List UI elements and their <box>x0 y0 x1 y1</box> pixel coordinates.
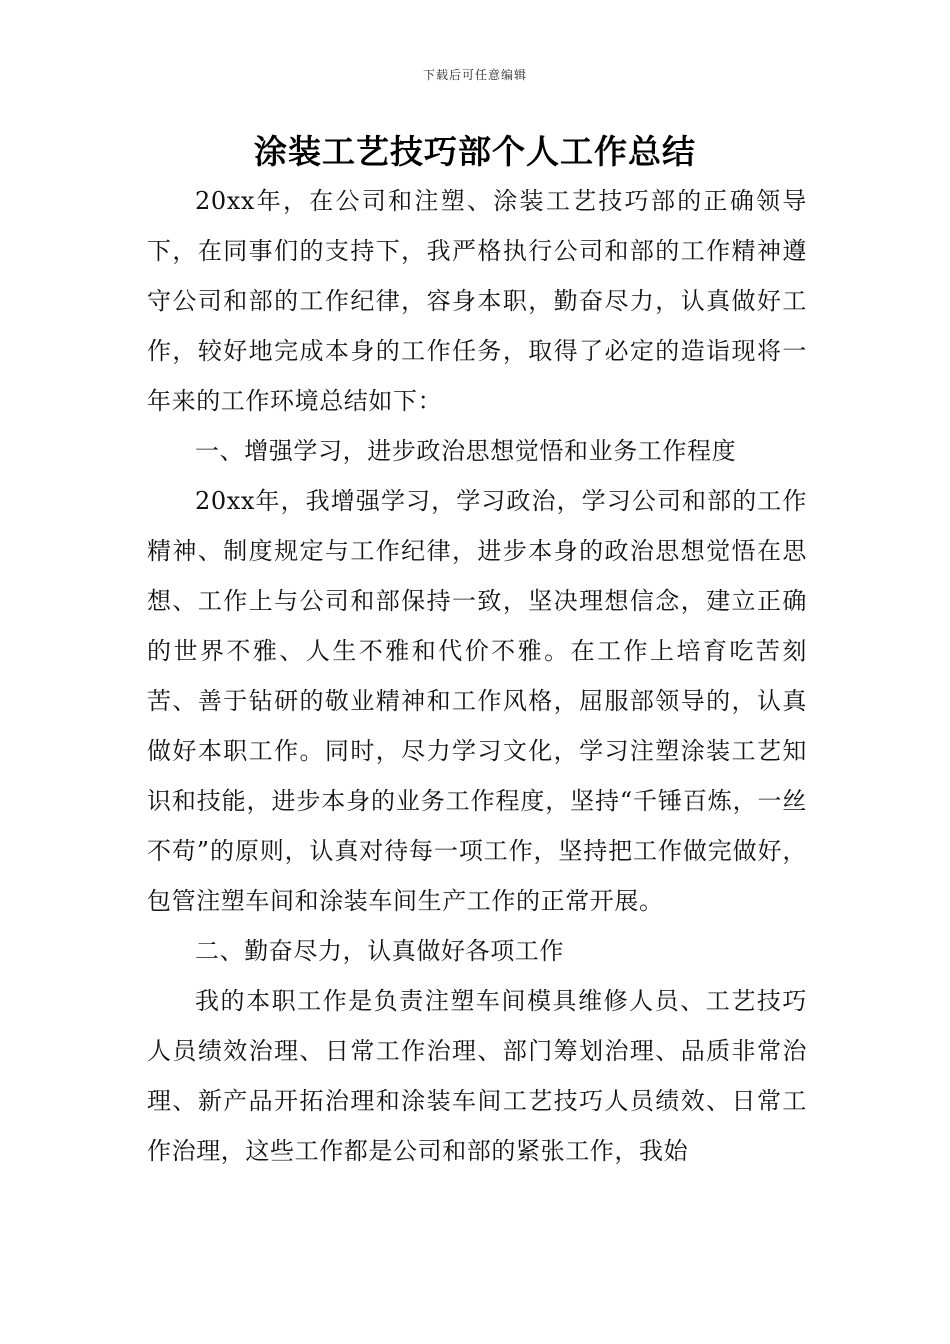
section-heading-1: 一、增强学习，进步政治思想觉悟和业务工作程度 <box>195 437 737 465</box>
section-1-paragraph: 20xx年，我增强学习，学习政治，学习公司和部的工作精神、制度规定与工作纪律，进步本身的政治思想觉悟在思想、工作上与公司和部保持一致，坚决理想信念，建立正确的世界不雅、人生不雅和代价不雅。在工作上培育吃苦刻苦、善于钻研的敬业精神和工作风格，屈服部领导的，认真做好本职工作。同时，尽力学习文化，学习注塑涂装工艺知识和技能，进步本身的业务工作程度，坚持“千锤百炼，一丝不苟”的原则，认真对待每一项工作，坚持把工作做完做好，包管注塑车间和涂装车间生产工作的正常开展。 <box>147 487 807 915</box>
header-note: 下载后可任意编辑 <box>422 68 527 82</box>
section-2-paragraph: 我的本职工作是负责注塑车间模具维修人员、工艺技巧人员绩效治理、日常工作治理、部门筹划治理、品质非常治理、新产品开拓治理和涂装车间工艺技巧人员绩效、日常工作治理，这些工作都是公司和部的紧张工作，我始 <box>147 987 807 1165</box>
document-body <box>147 176 807 1176</box>
intro-paragraph: 20xx年，在公司和注塑、涂装工艺技巧部的正确领导下，在同事们的支持下，我严格执行公司和部的工作精神遵守公司和部的工作纪律，容身本职，勤奋尽力，认真做好工作，较好地完成本身的工作任务，取得了必定的造诣现将一年来的工作环境总结如下： <box>147 187 807 415</box>
section-heading-2: 二、勤奋尽力，认真做好各项工作 <box>195 937 564 965</box>
document-title: 涂装工艺技巧部个人工作总结 <box>254 132 696 171</box>
